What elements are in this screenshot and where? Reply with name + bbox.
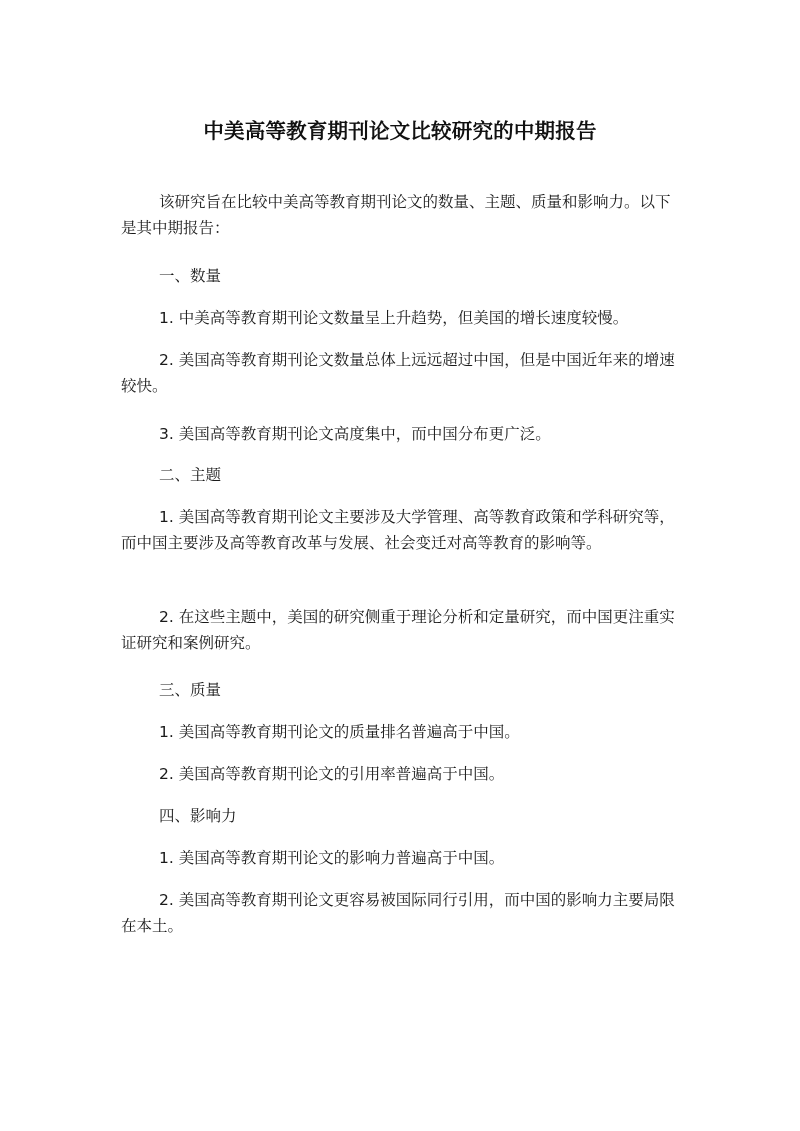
intro-paragraph: 该研究旨在比较中美高等教育期刊论文的数量、主题、质量和影响力。以下是其中期报告： bbox=[121, 193, 671, 237]
list-item: 3. 美国高等教育期刊论文高度集中，而中国分布更广泛。 bbox=[159, 425, 551, 443]
section-heading-quantity: 一、数量 bbox=[159, 267, 222, 285]
list-item: 2. 美国高等教育期刊论文的引用率普遍高于中国。 bbox=[159, 765, 505, 783]
list-item: 1. 美国高等教育期刊论文的质量排名普遍高于中国。 bbox=[159, 723, 520, 741]
list-item: 1. 中美高等教育期刊论文数量呈上升趋势，但美国的增长速度较慢。 bbox=[159, 309, 629, 327]
section-heading-impact: 四、影响力 bbox=[159, 807, 237, 825]
section-heading-quality: 三、质量 bbox=[159, 681, 222, 699]
section-heading-topic: 二、主题 bbox=[159, 466, 222, 484]
document-title: 中美高等教育期刊论文比较研究的中期报告 bbox=[203, 119, 597, 143]
list-item: 1. 美国高等教育期刊论文的影响力普遍高于中国。 bbox=[159, 849, 505, 867]
list-item: 2. 美国高等教育期刊论文数量总体上远远超过中国，但是中国近年来的增速较快。 bbox=[121, 351, 675, 395]
list-item: 2. 美国高等教育期刊论文更容易被国际同行引用，而中国的影响力主要局限在本土。 bbox=[121, 891, 675, 935]
list-item: 2. 在这些主题中，美国的研究侧重于理论分析和定量研究，而中国更注重实证研究和案例研究。 bbox=[121, 608, 675, 652]
list-item: 1. 美国高等教育期刊论文主要涉及大学管理、高等教育政策和学科研究等，而中国主要涉及高等教育改革与发展、社会变迁对高等教育的影响等。 bbox=[121, 508, 675, 552]
